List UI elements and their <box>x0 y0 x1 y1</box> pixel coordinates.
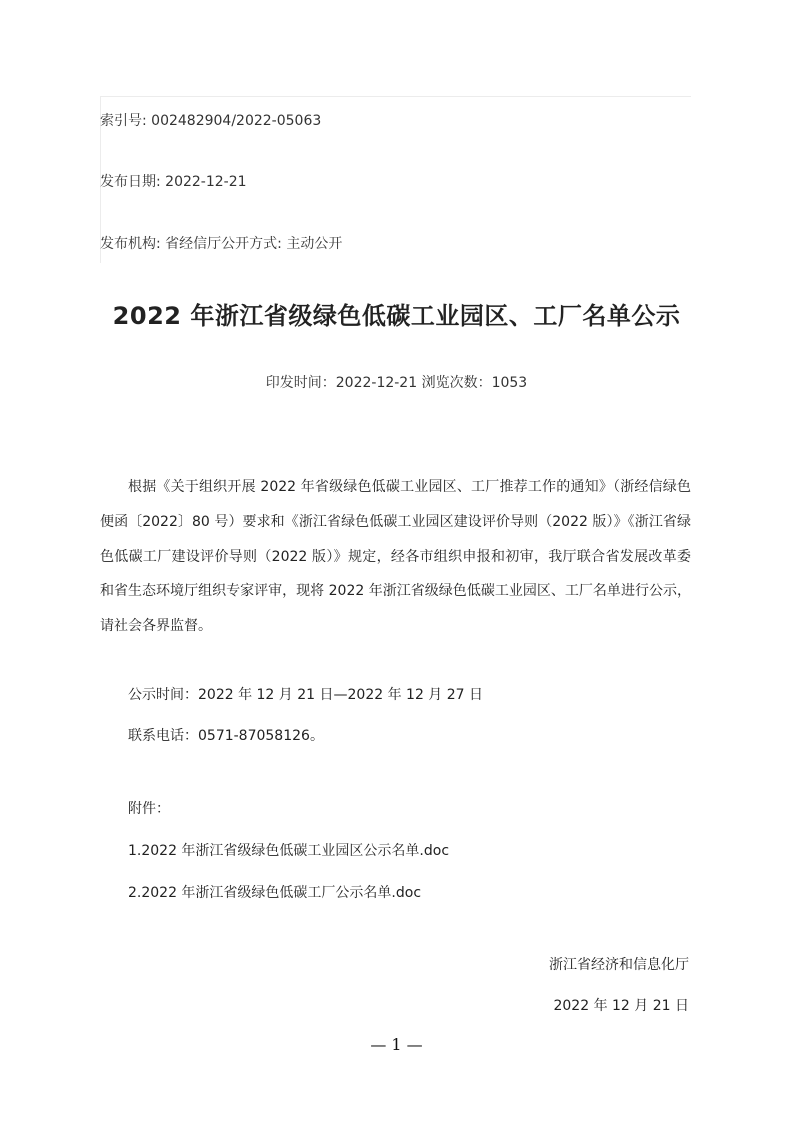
signature-date: 2022 年 12 月 21 日 <box>553 998 689 1014</box>
index-number: 索引号: 002482904/2022-05063 <box>100 113 322 129</box>
print-time-and-views: 印发时间：2022-12-21 浏览次数：1053 <box>265 375 528 391</box>
publicity-period: 公示时间：2022 年 12 月 21 日—2022 年 12 月 27 日 <box>128 687 484 703</box>
body-paragraph: 根据《关于组织开展 2022 年省级绿色低碳工业园区、工厂推荐工作的通知》（浙经信绿色便函〔2022〕80 号）要求和《浙江省绿色低碳工业园区建设评价导则（2022 版）》《浙江省绿色低碳工厂建设评价导则（2022 版）》规定，经各市组织申报和初审，我厅联合省发展改革委和省生态环境厅组织专家评审，现将 2022 年浙江省级绿色低碳工业园区、工厂名单进行公示，请社会各界监督。 <box>100 479 691 635</box>
page-number: — 1 — <box>370 1035 423 1054</box>
signature-org: 浙江省经济和信息化厅 <box>549 957 689 973</box>
publish-date: 发布日期: 2022-12-21 <box>100 174 247 190</box>
attachments-heading: 附件： <box>128 801 170 817</box>
contact-phone: 联系电话：0571-87058126。 <box>128 728 324 744</box>
attachment-link-factories[interactable]: 2.2022 年浙江省级绿色低碳工厂公示名单.doc <box>128 885 422 901</box>
publisher-info: 发布机构: 省经信厅公开方式: 主动公开 <box>100 236 343 252</box>
attachment-link-parks[interactable]: 1.2022 年浙江省级绿色低碳工业园区公示名单.doc <box>128 843 450 859</box>
document-title: 2022 年浙江省级绿色低碳工业园区、工厂名单公示 <box>112 302 681 330</box>
